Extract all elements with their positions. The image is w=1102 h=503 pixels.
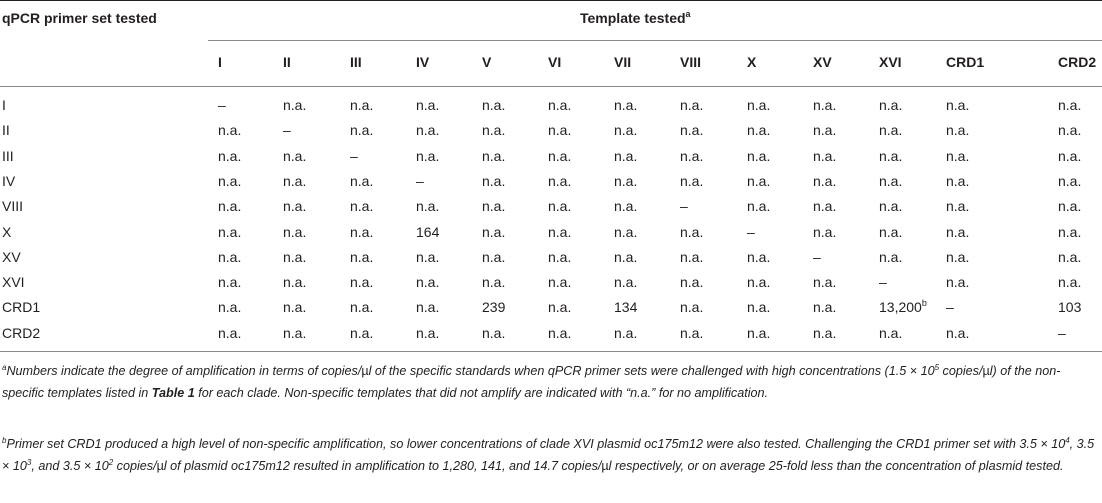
table-cell: n.a. bbox=[482, 274, 506, 291]
table-cell: n.a. bbox=[218, 299, 242, 316]
table-cell: n.a. bbox=[946, 147, 970, 164]
table-cell: n.a. bbox=[614, 223, 638, 240]
table-cell: n.a. bbox=[614, 122, 638, 139]
table-cell: n.a. bbox=[1058, 274, 1082, 291]
table-cell: – bbox=[946, 299, 954, 316]
table-cell: n.a. bbox=[218, 172, 242, 189]
table-cell: n.a. bbox=[813, 97, 837, 113]
spanner-header: Template tested$^a$ bbox=[580, 9, 691, 26]
table-cell: n.a. bbox=[946, 274, 970, 291]
table-cell: n.a. bbox=[680, 122, 704, 139]
table-cell: n.a. bbox=[1058, 122, 1082, 139]
row-label: X bbox=[2, 223, 12, 240]
table-cell: n.a. bbox=[1058, 223, 1082, 240]
table-cell: – bbox=[747, 223, 755, 240]
table-cell: n.a. bbox=[350, 122, 374, 139]
table-cell: n.a. bbox=[218, 223, 242, 240]
table-cell: n.a. bbox=[548, 274, 572, 291]
table-cell: n.a. bbox=[614, 248, 638, 265]
table-cell: n.a. bbox=[218, 122, 242, 139]
column-header: XVI bbox=[879, 54, 902, 70]
table-cell: – bbox=[1058, 324, 1066, 341]
table-cell: n.a. bbox=[416, 274, 440, 291]
table-cell: n.a. bbox=[614, 97, 638, 113]
column-header: III bbox=[350, 54, 362, 70]
table-cell: n.a. bbox=[482, 223, 506, 240]
column-header: IV bbox=[416, 54, 430, 70]
table-cell: n.a. bbox=[416, 324, 440, 341]
table-cell: n.a. bbox=[350, 97, 374, 113]
table-cell: n.a. bbox=[614, 198, 638, 215]
table-cell: n.a. bbox=[813, 172, 837, 189]
table-cell: n.a. bbox=[548, 172, 572, 189]
table-cell: n.a. bbox=[879, 324, 903, 341]
table-cell: n.a. bbox=[218, 248, 242, 265]
table-cell: n.a. bbox=[747, 324, 771, 341]
table-row bbox=[0, 298, 1102, 316]
table-cell: n.a. bbox=[747, 299, 771, 316]
table-cell: – bbox=[813, 248, 821, 265]
row-label: III bbox=[2, 147, 14, 164]
table-cell: n.a. bbox=[614, 147, 638, 164]
table-cell: n.a. bbox=[680, 299, 704, 316]
table-cell: n.a. bbox=[747, 198, 771, 215]
table-cell: n.a. bbox=[946, 172, 970, 189]
table-cell: n.a. bbox=[747, 97, 771, 113]
table-cell: – bbox=[218, 97, 226, 113]
column-header: CRD2 bbox=[1058, 54, 1097, 70]
table-cell: n.a. bbox=[548, 299, 572, 316]
row-label: IV bbox=[2, 172, 16, 189]
table-cell: n.a. bbox=[283, 147, 307, 164]
table-cell: n.a. bbox=[283, 299, 307, 316]
table-cell: n.a. bbox=[218, 147, 242, 164]
table-cell: n.a. bbox=[350, 198, 374, 215]
table-cell: n.a. bbox=[218, 274, 242, 291]
table-cell: n.a. bbox=[548, 223, 572, 240]
footnote-b: $^b$Primer set CRD1 produced a high level of non-specific amplification, so lower concentrations of clade XVI plasmid oc175m12 were also tested. Challenging the CRD1 primer set with $3.5 \times 10^4$, $3.5 \times 10^3$, and $3.5 \times 10^2$ copies/µl of plasmid oc175m12 resulted in amplification to 1,280, 141, and 14.7 copies/µl respectively, or on average 25-fold less than the concentration of plasmid tested. bbox=[2, 436, 1095, 473]
table-cell: n.a. bbox=[680, 147, 704, 164]
table-cell: n.a. bbox=[350, 299, 374, 316]
footnote-marker-a: a bbox=[685, 9, 691, 19]
table-cell: n.a. bbox=[218, 198, 242, 215]
table-cell: n.a. bbox=[1058, 147, 1082, 164]
table-cell: n.a. bbox=[813, 122, 837, 139]
table-1-reference[interactable]: Table 1 bbox=[151, 386, 195, 400]
bottom-rule bbox=[0, 351, 1102, 352]
table-cell: n.a. bbox=[416, 299, 440, 316]
table-cell: n.a. bbox=[350, 223, 374, 240]
table-cell: n.a. bbox=[283, 97, 307, 113]
table-cell: n.a. bbox=[813, 274, 837, 291]
table-cell: n.a. bbox=[482, 172, 506, 189]
table-cell: n.a. bbox=[283, 248, 307, 265]
table-cell: n.a. bbox=[879, 172, 903, 189]
table-cell: n.a. bbox=[283, 198, 307, 215]
table-cell: n.a. bbox=[680, 324, 704, 341]
footnote-marker-b: b bbox=[921, 298, 927, 309]
table-cell: n.a. bbox=[548, 97, 572, 113]
table-cell: n.a. bbox=[946, 324, 970, 341]
table-cell: n.a. bbox=[614, 274, 638, 291]
table-cell: n.a. bbox=[283, 172, 307, 189]
table-cell: n.a. bbox=[482, 147, 506, 164]
table-row bbox=[0, 147, 1102, 165]
table-cell: n.a. bbox=[350, 248, 374, 265]
table-cell: n.a. bbox=[283, 274, 307, 291]
table-cell: n.a. bbox=[879, 223, 903, 240]
table-cell: n.a. bbox=[680, 97, 704, 113]
table-cell: n.a. bbox=[946, 248, 970, 265]
table-cell: n.a. bbox=[946, 122, 970, 139]
table-cell: n.a. bbox=[680, 274, 704, 291]
table-row bbox=[0, 324, 1102, 342]
table-cell: n.a. bbox=[548, 248, 572, 265]
row-label: CRD2 bbox=[2, 324, 41, 341]
table-cell: n.a. bbox=[946, 97, 970, 113]
table-cell: n.a. bbox=[813, 299, 837, 316]
table-row bbox=[0, 121, 1102, 139]
table-cell: 239 bbox=[482, 299, 506, 316]
table-cell: n.a. bbox=[548, 198, 572, 215]
column-header: XV bbox=[813, 54, 832, 70]
table-row bbox=[0, 273, 1102, 291]
table-cell: n.a. bbox=[614, 324, 638, 341]
table-cell: n.a. bbox=[680, 223, 704, 240]
table-row bbox=[0, 223, 1102, 241]
table-cell: n.a. bbox=[350, 274, 374, 291]
table-cell: n.a. bbox=[416, 248, 440, 265]
table-cell: – bbox=[350, 147, 358, 164]
table-row bbox=[0, 96, 1102, 114]
table-cell: 103 bbox=[1058, 299, 1082, 316]
column-header: VIII bbox=[680, 54, 702, 70]
table-cell: n.a. bbox=[218, 324, 242, 341]
table-cell: n.a. bbox=[680, 248, 704, 265]
table-cell: n.a. bbox=[416, 147, 440, 164]
table-row bbox=[0, 197, 1102, 215]
column-header: CRD1 bbox=[946, 54, 985, 70]
column-header: X bbox=[747, 54, 757, 70]
column-header: I bbox=[218, 54, 222, 70]
table-cell: n.a. bbox=[1058, 97, 1082, 113]
table-cell: n.a. bbox=[747, 122, 771, 139]
table-cell: n.a. bbox=[482, 198, 506, 215]
table-cell: – bbox=[680, 198, 688, 215]
top-rule bbox=[0, 0, 1102, 1]
table-cell: n.a. bbox=[879, 248, 903, 265]
table-cell: n.a. bbox=[1058, 198, 1082, 215]
table-cell: n.a. bbox=[946, 198, 970, 215]
row-label: CRD1 bbox=[2, 299, 41, 316]
table-cell: n.a. bbox=[1058, 248, 1082, 265]
table-cell: n.a. bbox=[416, 122, 440, 139]
spanner-rule bbox=[208, 40, 1102, 41]
table-cell: n.a. bbox=[879, 122, 903, 139]
table-cell: n.a. bbox=[1058, 172, 1082, 189]
table-cell: 13,200$^b$ bbox=[879, 298, 927, 316]
stub-header: qPCR primer set tested bbox=[2, 10, 157, 26]
table-cell: – bbox=[283, 122, 291, 139]
row-label: I bbox=[2, 97, 6, 113]
table-cell: n.a. bbox=[350, 172, 374, 189]
table-cell: n.a. bbox=[548, 324, 572, 341]
table-cell: n.a. bbox=[548, 122, 572, 139]
row-label: XVI bbox=[2, 274, 25, 291]
table-cell: n.a. bbox=[614, 172, 638, 189]
table-cell: 164 bbox=[416, 223, 440, 240]
table-cell: n.a. bbox=[416, 198, 440, 215]
table-cell: n.a. bbox=[879, 147, 903, 164]
table-cell: n.a. bbox=[283, 324, 307, 341]
table-cell: n.a. bbox=[548, 147, 572, 164]
table-cell: n.a. bbox=[813, 147, 837, 164]
table-cell: n.a. bbox=[813, 198, 837, 215]
table-cell: n.a. bbox=[482, 97, 506, 113]
column-header: VI bbox=[548, 54, 562, 70]
table-cell: n.a. bbox=[680, 172, 704, 189]
table-cell: n.a. bbox=[747, 274, 771, 291]
table-cell: – bbox=[879, 274, 887, 291]
table-cell: n.a. bbox=[747, 248, 771, 265]
table-cell: 134 bbox=[614, 299, 638, 316]
table-cell: n.a. bbox=[482, 122, 506, 139]
table-cell: n.a. bbox=[283, 223, 307, 240]
table-cell: n.a. bbox=[416, 97, 440, 113]
table-cell: n.a. bbox=[747, 172, 771, 189]
table-cell: n.a. bbox=[482, 324, 506, 341]
table-cell: n.a. bbox=[879, 97, 903, 113]
table-cell: n.a. bbox=[747, 147, 771, 164]
table-row bbox=[0, 172, 1102, 190]
table-cell: n.a. bbox=[813, 324, 837, 341]
column-header: II bbox=[283, 54, 291, 70]
table-cell: n.a. bbox=[482, 248, 506, 265]
table-cell: n.a. bbox=[350, 324, 374, 341]
footnote-a: $^a$Numbers indicate the degree of amplification in terms of copies/µl of the specific standards when qPCR primer sets were challenged with high concentrations ($1.5 \times 10^5$ copies/µl) of the non-specific templates listed in Table 1 for each clade. Non-specific templates that did not amplify are indicated with “n.a.” for no amplification. bbox=[2, 363, 1061, 400]
table-row bbox=[0, 248, 1102, 266]
table-cell: n.a. bbox=[879, 198, 903, 215]
table-cell: n.a. bbox=[946, 223, 970, 240]
table-cell: n.a. bbox=[813, 223, 837, 240]
row-label: XV bbox=[2, 248, 21, 265]
column-header: VII bbox=[614, 54, 632, 70]
column-header: V bbox=[482, 54, 492, 70]
row-label: VIII bbox=[2, 198, 24, 215]
row-label: II bbox=[2, 122, 10, 139]
table-cell: – bbox=[416, 172, 424, 189]
header-rule bbox=[0, 86, 1102, 87]
